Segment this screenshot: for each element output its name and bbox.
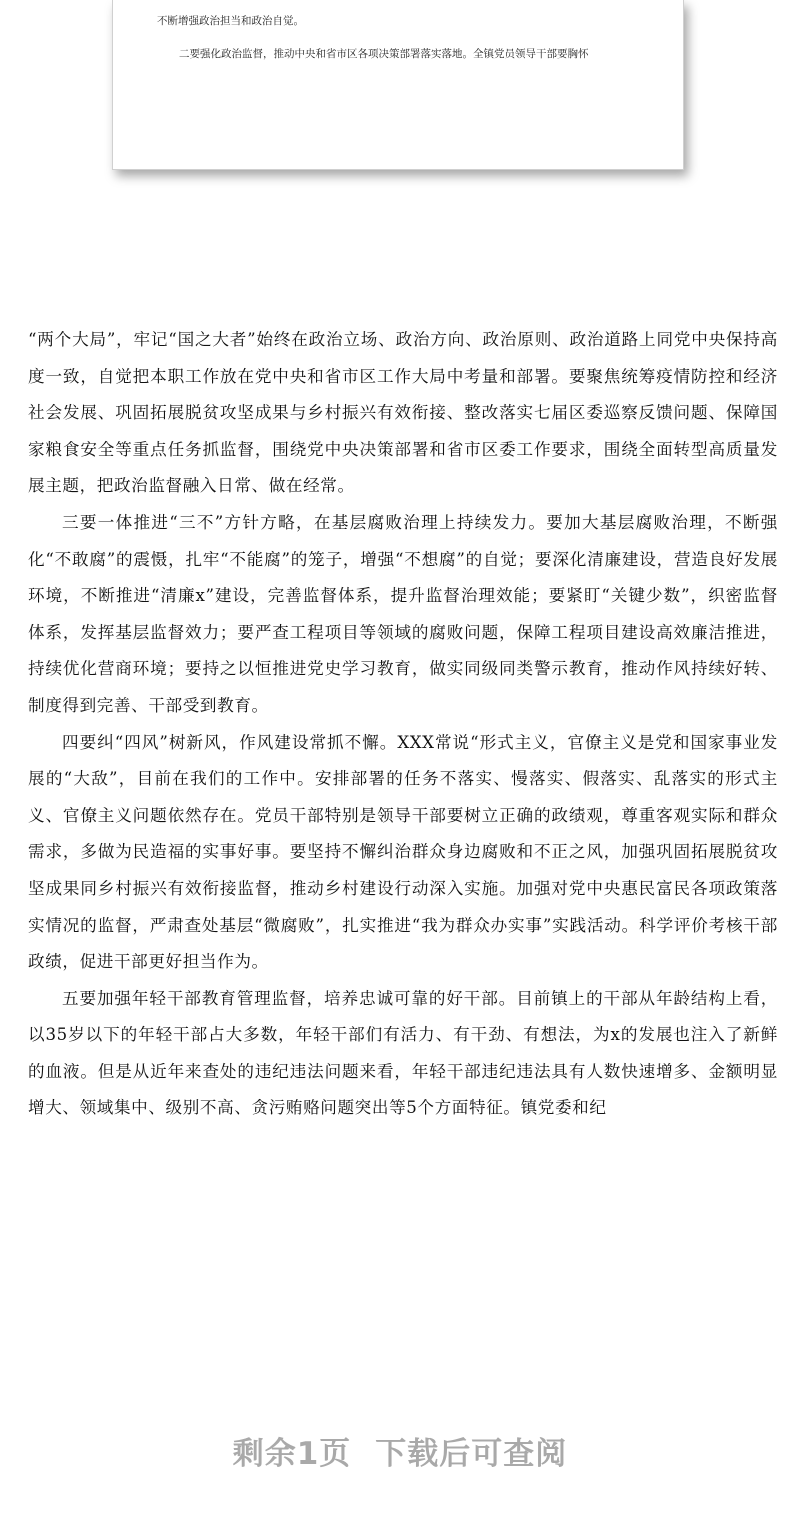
- download-more-banner[interactable]: [0, 1428, 800, 1473]
- paragraph: 五要加强年轻干部教育管理监督，培养忠诚可靠的好干部。目前镇上的干部从年龄结构上看，以35岁以下的年轻干部占大多数，年轻干部们有活力、有干劲、有想法，为x的发展也注入了新鲜的血液。但是从近年来查处的违纪违法问题来看，年轻干部违纪违法具有人数快速增多、金额明显增大、领域集中、级别不高、贪污贿赂问题突出等5个方面特征。镇党委和纪: [28, 988, 778, 1118]
- paragraph: “两个大局”，牢记“国之大者”始终在政治立场、政治方向、政治原则、政治道路上同党中央保持高度一致，自觉把本职工作放在党中央和省市区工作大局中考量和部署。要聚焦统筹疫情防控和经济社会发展、巩固拓展脱贫攻坚成果与乡村振兴有效衔接、整改落实七届区委巡察反馈问题、保障国家粮食安全等重点任务抓监督，围绕党中央决策部署和省市区委工作要求，围绕全面转型高质量发展主题，把政治监督融入日常、做在经常。: [28, 330, 778, 496]
- remaining-pages-label: 剩余1页: [232, 1436, 352, 1472]
- preview-line-1: 不断增强政治担当和政治自觉。: [157, 15, 304, 27]
- paragraph: 三要一体推进“三不”方针方略，在基层腐败治理上持续发力。要加大基层腐败治理，不断强化“不敢腐”的震慑，扎牢“不能腐”的笼子，增强“不想腐”的自觉；要深化清廉建设，营造良好发展环境，不断推进“清廉x”建设，完善监督体系，提升监督治理效能；要紧盯“关键少数”，织密监督体系，发挥基层监督效力；要严查工程项目等领域的腐败问题，保障工程项目建设高效廉洁推进，持续优化营商环境；要持之以恒推进党史学习教育，做实同级同类警示教育，推动作风持续好转、制度得到完善、干部受到教育。: [28, 512, 778, 715]
- paragraph: 四要纠“四风”树新风，作风建设常抓不懈。XXX常说“形式主义，官僚主义是党和国家事业发展的“大敌”，目前在我们的工作中。安排部署的任务不落实、慢落实、假落实、乱落实的形式主义、官僚主义问题依然存在。党员干部特别是领导干部要树立正确的政绩观，尊重客观实际和群众需求，多做为民造福的实事好事。要坚持不懈纠治群众身边腐败和不正之风，加强巩固拓展脱贫攻坚成果同乡村振兴有效衔接监督，推动乡村建设行动深入实施。加强对党中央惠民富民各项政策落实情况的监督，严肃查处基层“微腐败”，扎实推进“我为群众办实事”实践活动。科学评价考核干部政绩，促进干部更好担当作为。: [28, 732, 778, 972]
- document-preview-card: [112, 0, 684, 170]
- document-body: [28, 322, 778, 1127]
- download-to-view-label: 下载后可查阅: [375, 1436, 568, 1472]
- preview-line-2: 二要强化政治监督，推动中央和省市区各项决策部署落实落地。全镇党员领导干部要胸怀: [179, 48, 589, 60]
